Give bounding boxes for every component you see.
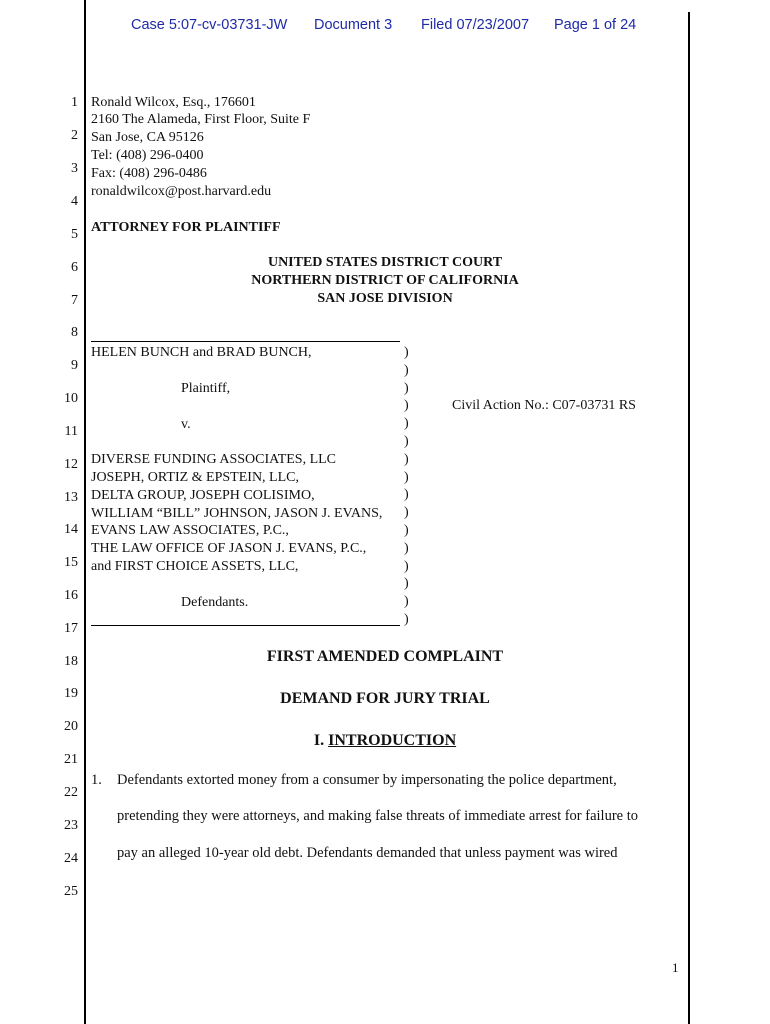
paragraph-line: Defendants extorted money from a consumer by impersonating the police department, xyxy=(117,772,617,788)
paren: ) xyxy=(404,469,409,485)
paren: ) xyxy=(404,380,409,396)
left-margin-rule xyxy=(84,0,86,1024)
attorney-name: Ronald Wilcox, Esq., 176601 xyxy=(91,95,256,110)
line-number: 8 xyxy=(71,325,78,340)
paren: ) xyxy=(404,345,409,360)
line-number: 21 xyxy=(64,752,78,767)
paren: ) xyxy=(404,594,409,610)
line-number: 5 xyxy=(71,227,78,242)
jury-demand-title: DEMAND FOR JURY TRIAL xyxy=(280,690,490,707)
paragraph-line: pretending they were attorneys, and making false threats of immediate arrest for failure to xyxy=(117,808,638,824)
paragraph-number: 1. xyxy=(91,772,102,788)
line-number: 1 xyxy=(71,95,78,110)
civil-action-number: Civil Action No.: C07-03731 RS xyxy=(452,398,636,413)
line-number: 24 xyxy=(64,851,78,866)
right-margin-rule xyxy=(688,12,690,1024)
court-district: NORTHERN DISTRICT OF CALIFORNIA xyxy=(251,273,519,288)
line-number: 11 xyxy=(64,424,78,439)
paren: ) xyxy=(404,611,409,627)
paren: ) xyxy=(404,487,409,503)
line-number: 10 xyxy=(64,391,78,406)
header-page: Page 1 of 24 xyxy=(554,17,637,33)
paragraph-line: pay an alleged 10-year old debt. Defendants demanded that unless payment was wired xyxy=(117,845,618,861)
paren: ) xyxy=(404,451,409,467)
paren: ) xyxy=(404,416,409,432)
court-division: SAN JOSE DIVISION xyxy=(317,291,453,306)
line-number: 17 xyxy=(64,621,78,636)
defendant-name: DELTA GROUP, JOSEPH COLISIMO, xyxy=(91,488,315,503)
attorney-address: 2160 The Alameda, First Floor, Suite F xyxy=(91,112,311,127)
defendant-name: DIVERSE FUNDING ASSOCIATES, LLC xyxy=(91,452,337,467)
versus-label: v. xyxy=(181,417,191,432)
defendant-name: THE LAW OFFICE OF JASON J. EVANS, P.C., xyxy=(91,541,367,556)
line-number: 14 xyxy=(64,522,78,537)
paren: ) xyxy=(404,362,409,378)
page-number: 1 xyxy=(672,960,679,975)
line-number: 16 xyxy=(64,588,78,603)
header-filed-date: Filed 07/23/2007 xyxy=(421,17,530,33)
caption-paren-column xyxy=(404,344,416,629)
section-number: I. xyxy=(313,732,325,749)
line-number: 12 xyxy=(64,457,78,472)
defendant-name: and FIRST CHOICE ASSETS, LLC, xyxy=(91,559,299,574)
complaint-title: FIRST AMENDED COMPLAINT xyxy=(266,648,504,665)
line-number: 23 xyxy=(64,818,78,833)
defendant-label: Defendants. xyxy=(181,595,249,610)
line-number: 20 xyxy=(64,719,78,734)
line-number: 2 xyxy=(71,128,78,143)
line-number: 25 xyxy=(64,884,78,899)
court-name: UNITED STATES DISTRICT COURT xyxy=(267,255,503,270)
header-document: Document 3 xyxy=(314,17,393,33)
paren: ) xyxy=(404,505,409,521)
section-title: INTRODUCTION xyxy=(328,732,457,749)
line-number: 15 xyxy=(64,555,78,570)
line-number: 19 xyxy=(64,686,78,701)
line-number: 9 xyxy=(71,358,78,373)
plaintiff-label: Plaintiff, xyxy=(181,381,231,396)
line-number: 4 xyxy=(71,194,78,209)
caption-bottom-rule xyxy=(91,625,400,626)
section-heading xyxy=(180,732,590,750)
attorney-phone: Tel: (408) 296-0400 xyxy=(91,148,204,163)
line-number: 22 xyxy=(64,785,78,800)
attorney-email[interactable]: ronaldwilcox@post.harvard.edu xyxy=(91,184,272,199)
paren: ) xyxy=(404,522,409,538)
defendant-name: JOSEPH, ORTIZ & EPSTEIN, LLC, xyxy=(91,470,299,485)
attorney-city: San Jose, CA 95126 xyxy=(91,130,204,145)
paren: ) xyxy=(404,558,409,574)
line-number: 3 xyxy=(71,161,78,176)
attorney-role: ATTORNEY FOR PLAINTIFF xyxy=(91,220,281,235)
line-number: 6 xyxy=(71,260,78,275)
paren: ) xyxy=(404,576,409,592)
paren: ) xyxy=(404,398,409,414)
paren: ) xyxy=(404,540,409,556)
caption-top-rule xyxy=(91,341,400,342)
defendant-name: EVANS LAW ASSOCIATES, P.C., xyxy=(91,523,289,538)
paren: ) xyxy=(404,433,409,449)
header-case-number: Case 5:07-cv-03731-JW xyxy=(131,17,288,33)
plaintiff-names: HELEN BUNCH and BRAD BUNCH, xyxy=(91,345,312,360)
line-number: 7 xyxy=(71,293,78,308)
line-number: 18 xyxy=(64,654,78,669)
line-number: 13 xyxy=(64,490,78,505)
attorney-fax: Fax: (408) 296-0486 xyxy=(91,166,207,181)
defendant-name: WILLIAM “BILL” JOHNSON, JASON J. EVANS, xyxy=(91,506,383,521)
